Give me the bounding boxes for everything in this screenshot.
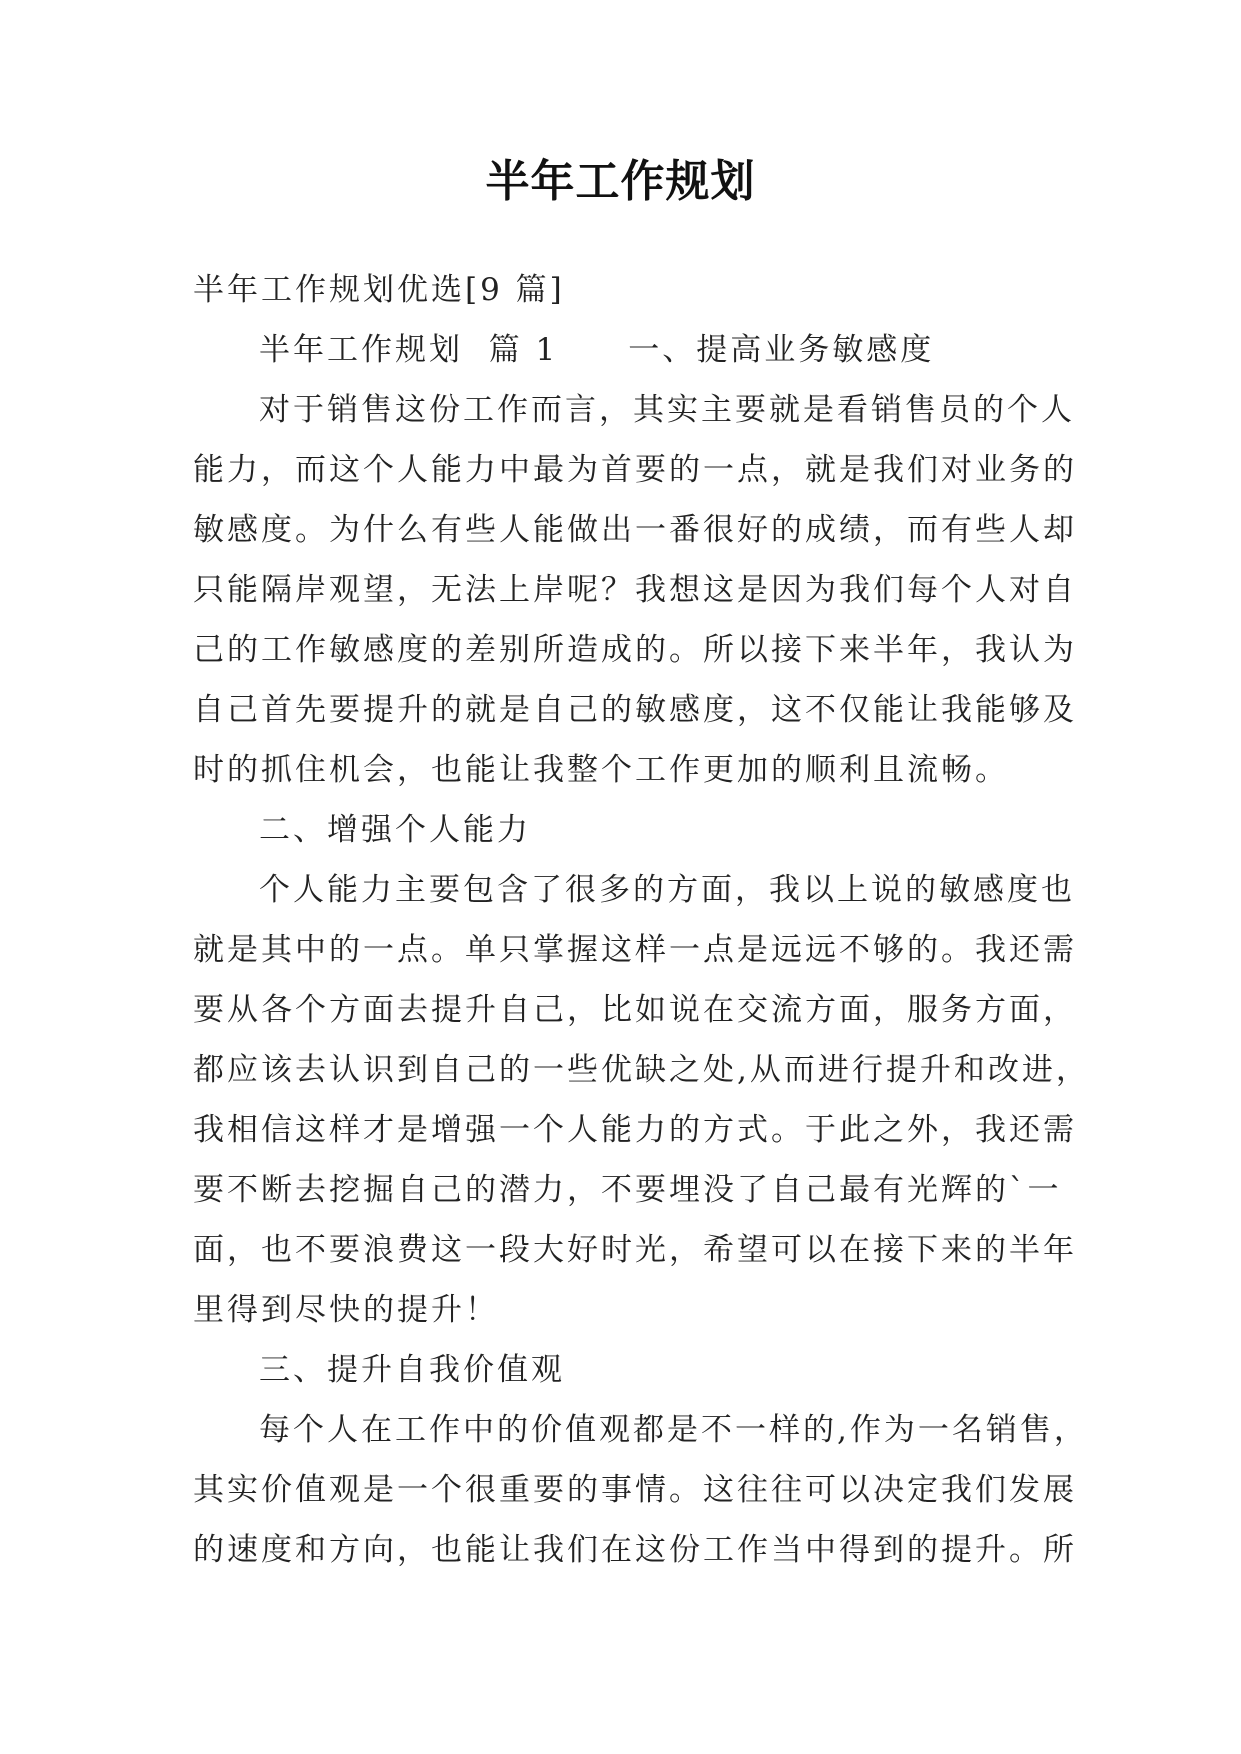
heading-1: 一、提高业务敏感度 — [628, 332, 935, 368]
paragraph-2-line: 里得到尽快的提升！ — [193, 1292, 499, 1328]
paragraph-1-line: 时的抓住机会，也能让我整个工作更加的顺利且流畅。 — [193, 752, 1009, 788]
document-title: 半年工作规划 — [485, 156, 756, 207]
paragraph-2-line: 面，也不要浪费这一段大好时光，希望可以在接下来的半年 — [193, 1232, 1077, 1268]
paragraph-3-line: 的速度和方向，也能让我们在这份工作当中得到的提升。所 — [193, 1532, 1077, 1568]
section-heading: 半年工作规划 篇 1 — [259, 332, 559, 368]
paragraph-2-line: 就是其中的一点。单只掌握这样一点是远远不够的。我还需 — [193, 932, 1077, 968]
document-subtitle: 半年工作规划优选[9 篇] — [193, 272, 565, 308]
paragraph-2-line: 要从各个方面去提升自己，比如说在交流方面，服务方面， — [193, 992, 1077, 1028]
heading-2: 二、增强个人能力 — [259, 812, 531, 848]
paragraph-1-line: 自己首先要提升的就是自己的敏感度，这不仅能让我能够及 — [193, 692, 1077, 728]
paragraph-1-line: 对于销售这份工作而言，其实主要就是看销售员的个人 — [259, 392, 1075, 428]
paragraph-2-line: 要不断去挖掘自己的潜力，不要埋没了自己最有光辉的`一 — [193, 1172, 1062, 1208]
paragraph-3-line: 每个人在工作中的价值观都是不一样的,作为一名销售， — [259, 1412, 1088, 1448]
paragraph-1-line: 只能隔岸观望，无法上岸呢？我想这是因为我们每个人对自 — [193, 572, 1077, 608]
document-body — [193, 260, 1090, 1580]
heading-3: 三、提升自我价值观 — [259, 1352, 565, 1388]
paragraph-1-line: 敏感度。为什么有些人能做出一番很好的成绩，而有些人却 — [193, 512, 1077, 548]
paragraph-3-line: 其实价值观是一个很重要的事情。这往往可以决定我们发展 — [193, 1472, 1077, 1508]
paragraph-2-line: 都应该去认识到自己的一些优缺之处,从而进行提升和改进， — [193, 1052, 1090, 1088]
paragraph-1-line: 能力，而这个人能力中最为首要的一点，就是我们对业务的 — [193, 452, 1077, 488]
paragraph-2-line: 个人能力主要包含了很多的方面，我以上说的敏感度也 — [259, 872, 1075, 908]
paragraph-2-line: 我相信这样才是增强一个人能力的方式。于此之外，我还需 — [193, 1112, 1077, 1148]
section-heading-line — [193, 320, 1053, 380]
paragraph-1-line: 己的工作敏感度的差别所造成的。所以接下来半年，我认为 — [193, 632, 1077, 668]
